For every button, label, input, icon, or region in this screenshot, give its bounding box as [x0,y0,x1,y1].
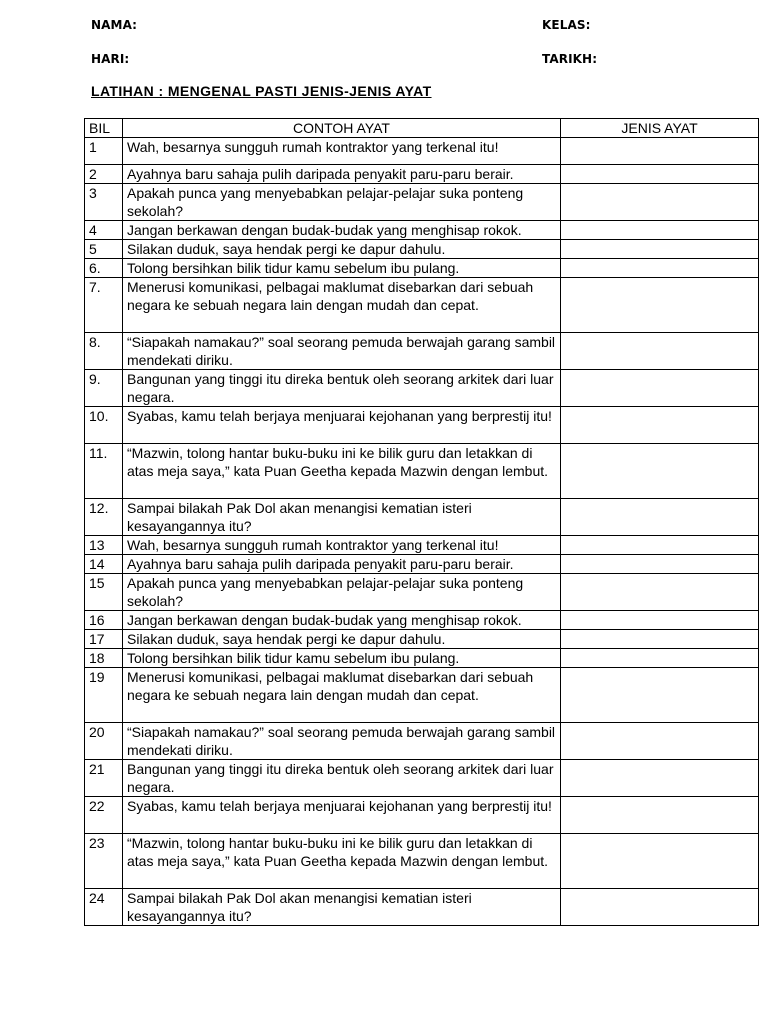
row-number: 19 [85,668,123,723]
row-number: 7. [85,278,123,333]
exercise-table [84,118,759,926]
example-sentence: “Mazwin, tolong hantar buku-buku ini ke bilik guru dan letakkan di atas meja saya,” kata Puan Geetha kepada Mazwin dengan lembut. [123,444,561,499]
sentence-type-answer-cell[interactable] [561,797,759,834]
table-row [85,649,759,668]
sentence-type-answer-cell[interactable] [561,333,759,370]
example-sentence: Bangunan yang tinggi itu direka bentuk oleh seorang arkitek dari luar negara. [123,760,561,797]
header-bil: BIL [85,119,123,138]
example-sentence: Wah, besarnya sungguh rumah kontraktor yang terkenal itu! [123,536,561,555]
example-sentence: “Siapakah namakau?” soal seorang pemuda berwajah garang sambil mendekati diriku. [123,723,561,760]
row-number: 4 [85,221,123,240]
sentence-type-answer-cell[interactable] [561,138,759,165]
row-number: 16 [85,611,123,630]
sentence-type-answer-cell[interactable] [561,555,759,574]
row-number: 5 [85,240,123,259]
sentence-type-answer-cell[interactable] [561,536,759,555]
sentence-type-answer-cell[interactable] [561,165,759,184]
table-row [85,668,759,723]
table-row [85,834,759,889]
hari-label: HARI: [91,52,130,66]
table-row [85,407,759,444]
row-number: 17 [85,630,123,649]
example-sentence: “Siapakah namakau?” soal seorang pemuda berwajah garang sambil mendekati diriku. [123,333,561,370]
example-sentence: Syabas, kamu telah berjaya menjuarai kejohanan yang berprestij itu! [123,407,561,444]
sentence-type-answer-cell[interactable] [561,184,759,221]
table-row [85,259,759,278]
worksheet-title: LATIHAN : MENGENAL PASTI JENIS-JENIS AYAT [91,83,432,99]
table-row [85,240,759,259]
table-row [85,184,759,221]
sentence-type-answer-cell[interactable] [561,407,759,444]
row-number: 3 [85,184,123,221]
example-sentence: Sampai bilakah Pak Dol akan menangisi kematian isteri kesayangannya itu? [123,499,561,536]
row-number: 11. [85,444,123,499]
example-sentence: Bangunan yang tinggi itu direka bentuk oleh seorang arkitek dari luar negara. [123,370,561,407]
table-row [85,138,759,165]
example-sentence: Tolong bersihkan bilik tidur kamu sebelum ibu pulang. [123,259,561,278]
example-sentence: Apakah punca yang menyebabkan pelajar-pelajar suka ponteng sekolah? [123,574,561,611]
sentence-type-answer-cell[interactable] [561,611,759,630]
sentence-type-answer-cell[interactable] [561,760,759,797]
table-row [85,165,759,184]
example-sentence: Apakah punca yang menyebabkan pelajar-pelajar suka ponteng sekolah? [123,184,561,221]
example-sentence: Jangan berkawan dengan budak-budak yang menghisap rokok. [123,611,561,630]
row-number: 20 [85,723,123,760]
example-sentence: Silakan duduk, saya hendak pergi ke dapur dahulu. [123,240,561,259]
table-row [85,499,759,536]
example-sentence: “Mazwin, tolong hantar buku-buku ini ke bilik guru dan letakkan di atas meja saya,” kata Puan Geetha kepada Mazwin dengan lembut. [123,834,561,889]
example-sentence: Menerusi komunikasi, pelbagai maklumat disebarkan dari sebuah negara ke sebuah negara lain dengan mudah dan cepat. [123,278,561,333]
row-number: 8. [85,333,123,370]
row-number: 6. [85,259,123,278]
row-number: 22 [85,797,123,834]
sentence-type-answer-cell[interactable] [561,259,759,278]
example-sentence: Sampai bilakah Pak Dol akan menangisi kematian isteri kesayangannya itu? [123,889,561,926]
header-jenis-ayat: JENIS AYAT [561,119,759,138]
sentence-type-answer-cell[interactable] [561,889,759,926]
sentence-type-answer-cell[interactable] [561,723,759,760]
table-row [85,760,759,797]
table-row [85,723,759,760]
example-sentence: Jangan berkawan dengan budak-budak yang menghisap rokok. [123,221,561,240]
sentence-type-answer-cell[interactable] [561,574,759,611]
example-sentence: Wah, besarnya sungguh rumah kontraktor yang terkenal itu! [123,138,561,165]
row-number: 14 [85,555,123,574]
sentence-type-answer-cell[interactable] [561,630,759,649]
sentence-type-answer-cell[interactable] [561,668,759,723]
row-number: 21 [85,760,123,797]
sentence-type-answer-cell[interactable] [561,649,759,668]
example-sentence: Ayahnya baru sahaja pulih daripada penyakit paru-paru berair. [123,555,561,574]
table-row [85,555,759,574]
sentence-type-answer-cell[interactable] [561,834,759,889]
row-number: 15 [85,574,123,611]
table-row [85,574,759,611]
row-number: 13 [85,536,123,555]
tarikh-label: TARIKH: [542,52,598,66]
sentence-type-answer-cell[interactable] [561,278,759,333]
row-number: 9. [85,370,123,407]
example-sentence: Syabas, kamu telah berjaya menjuarai kejohanan yang berprestij itu! [123,797,561,834]
sentence-type-answer-cell[interactable] [561,444,759,499]
sentence-type-answer-cell[interactable] [561,370,759,407]
row-number: 23 [85,834,123,889]
kelas-label: KELAS: [542,18,591,32]
table-row [85,797,759,834]
example-sentence: Menerusi komunikasi, pelbagai maklumat disebarkan dari sebuah negara ke sebuah negara lain dengan mudah dan cepat. [123,668,561,723]
example-sentence: Ayahnya baru sahaja pulih daripada penyakit paru-paru berair. [123,165,561,184]
table-row [85,536,759,555]
table-row [85,370,759,407]
table-header-row [85,119,759,138]
table-row [85,611,759,630]
sentence-type-answer-cell[interactable] [561,221,759,240]
row-number: 12. [85,499,123,536]
row-number: 2 [85,165,123,184]
row-number: 10. [85,407,123,444]
row-number: 24 [85,889,123,926]
table-row [85,278,759,333]
table-row [85,889,759,926]
header-contoh-ayat: CONTOH AYAT [123,119,561,138]
example-sentence: Silakan duduk, saya hendak pergi ke dapur dahulu. [123,630,561,649]
table-row [85,444,759,499]
example-sentence: Tolong bersihkan bilik tidur kamu sebelum ibu pulang. [123,649,561,668]
sentence-type-answer-cell[interactable] [561,499,759,536]
table-body [85,138,759,926]
table-row [85,630,759,649]
sentence-type-answer-cell[interactable] [561,240,759,259]
row-number: 1 [85,138,123,165]
nama-label: NAMA: [91,18,138,32]
row-number: 18 [85,649,123,668]
table-row [85,221,759,240]
table-row [85,333,759,370]
